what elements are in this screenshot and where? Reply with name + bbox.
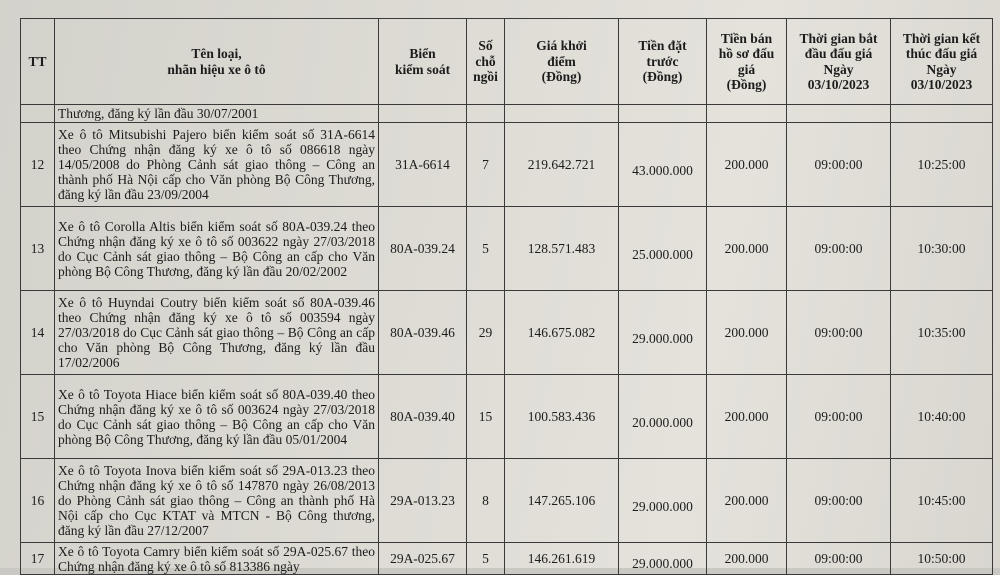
row-number: 17 — [21, 543, 55, 575]
vehicle-description: Xe ô tô Toyota Inova biển kiểm soát số 29A-013.23 theo Chứng nhận đăng ký xe ô tô số 147870 ngày 26/08/2013 do Phòng Cảnh sát giao thông – Công an thành phố Hà Nội cấp cho Cục KTAT và MTCN - Bộ Công thương, đăng ký lần đầu 27/12/2007 — [55, 459, 379, 543]
end-time: 10:35:00 — [891, 291, 993, 375]
end-time: 10:45:00 — [891, 459, 993, 543]
header-deposit: Tiền đặt trước (Đồng) — [619, 19, 707, 105]
header-name: Tên loại, nhãn hiệu xe ô tô — [55, 19, 379, 105]
end-time: 10:50:00 — [891, 543, 993, 575]
seat-count: 15 — [467, 375, 505, 459]
deposit: 29.000.000 — [619, 543, 707, 575]
end-time: 10:30:00 — [891, 207, 993, 291]
start-price: 219.642.721 — [505, 123, 619, 207]
header-plate: Biển kiểm soát — [379, 19, 467, 105]
start-price: 146.675.082 — [505, 291, 619, 375]
deposit: 43.000.000 — [619, 123, 707, 207]
vehicle-description: Xe ô tô Corolla Altis biển kiểm soát số 80A-039.24 theo Chứng nhận đăng ký xe ô tô số 003622 ngày 27/03/2018 do Cục Cảnh sát giao thông – Bộ Công an cấp cho Văn phòng Bộ Công Thương, đăng ký lần đầu 20/02/2002 — [55, 207, 379, 291]
auction-table — [20, 18, 993, 575]
begin-time: 09:00:00 — [787, 291, 891, 375]
row-number: 12 — [21, 123, 55, 207]
begin-time: 09:00:00 — [787, 123, 891, 207]
deposit: 29.000.000 — [619, 459, 707, 543]
start-price: 146.261.619 — [505, 543, 619, 575]
continuation-text: Thương, đăng ký lần đầu 30/07/2001 — [55, 105, 379, 123]
document-fee: 200.000 — [707, 123, 787, 207]
document-fee: 200.000 — [707, 459, 787, 543]
license-plate: 31A-6614 — [379, 123, 467, 207]
table-row — [21, 459, 993, 543]
begin-time: 09:00:00 — [787, 543, 891, 575]
table-row — [21, 123, 993, 207]
seat-count: 5 — [467, 207, 505, 291]
document-fee: 200.000 — [707, 543, 787, 575]
end-time: 10:25:00 — [891, 123, 993, 207]
start-price: 128.571.483 — [505, 207, 619, 291]
table-row — [21, 207, 993, 291]
table-row — [21, 375, 993, 459]
row-number: 14 — [21, 291, 55, 375]
deposit: 29.000.000 — [619, 291, 707, 375]
table-row — [21, 291, 993, 375]
seat-count: 29 — [467, 291, 505, 375]
deposit: 25.000.000 — [619, 207, 707, 291]
row-number: 16 — [21, 459, 55, 543]
table-row — [21, 543, 993, 575]
seat-count: 8 — [467, 459, 505, 543]
continuation-row — [21, 105, 993, 123]
begin-time: 09:00:00 — [787, 375, 891, 459]
start-price: 147.265.106 — [505, 459, 619, 543]
header-seats: Số chỗ ngồi — [467, 19, 505, 105]
row-number: 15 — [21, 375, 55, 459]
row-number: 13 — [21, 207, 55, 291]
deposit: 20.000.000 — [619, 375, 707, 459]
vehicle-description: Xe ô tô Toyota Camry biển kiểm soát số 29A-025.67 theo Chứng nhận đăng ký xe ô tô số 813386 ngày — [55, 543, 379, 575]
vehicle-description: Xe ô tô Mitsubishi Pajero biển kiểm soát số 31A-6614 theo Chứng nhận đăng ký xe ô tô số 086618 ngày 14/05/2008 do Phòng Cảnh sát giao thông – Công an thành phố Hà Nội cấp cho Văn phòng Bộ Công Thương, đăng ký lần đầu 23/09/2004 — [55, 123, 379, 207]
end-time: 10:40:00 — [891, 375, 993, 459]
license-plate: 29A-025.67 — [379, 543, 467, 575]
document-fee: 200.000 — [707, 375, 787, 459]
begin-time: 09:00:00 — [787, 459, 891, 543]
license-plate: 29A-013.23 — [379, 459, 467, 543]
header-row — [21, 19, 993, 105]
license-plate: 80A-039.40 — [379, 375, 467, 459]
document-fee: 200.000 — [707, 207, 787, 291]
start-price: 100.583.436 — [505, 375, 619, 459]
header-begin-time: Thời gian bắt đầu đấu giá Ngày 03/10/2023 — [787, 19, 891, 105]
vehicle-description: Xe ô tô Huyndai Coutry biển kiểm soát số 80A-039.46 theo Chứng nhận đăng ký xe ô tô số 003594 ngày 27/03/2018 do Cục Cảnh sát giao thông – Bộ Công an cấp cho Văn phòng Bộ Công Thương, đăng ký lần đầu 17/02/2006 — [55, 291, 379, 375]
vehicle-description: Xe ô tô Toyota Hiace biển kiểm soát số 80A-039.40 theo Chứng nhận đăng ký xe ô tô số 003624 ngày 27/03/2018 do Cục Cảnh sát giao thông – Bộ Công an cấp cho Văn phòng Bộ Công Thương, đăng ký lần đầu 05/01/2004 — [55, 375, 379, 459]
seat-count: 5 — [467, 543, 505, 575]
header-fee: Tiền bán hồ sơ đấu giá (Đồng) — [707, 19, 787, 105]
document-fee: 200.000 — [707, 291, 787, 375]
header-start-price: Giá khởi điểm (Đồng) — [505, 19, 619, 105]
license-plate: 80A-039.46 — [379, 291, 467, 375]
header-end-time: Thời gian kết thúc đấu giá Ngày 03/10/2023 — [891, 19, 993, 105]
license-plate: 80A-039.24 — [379, 207, 467, 291]
begin-time: 09:00:00 — [787, 207, 891, 291]
seat-count: 7 — [467, 123, 505, 207]
header-tt: TT — [21, 19, 55, 105]
